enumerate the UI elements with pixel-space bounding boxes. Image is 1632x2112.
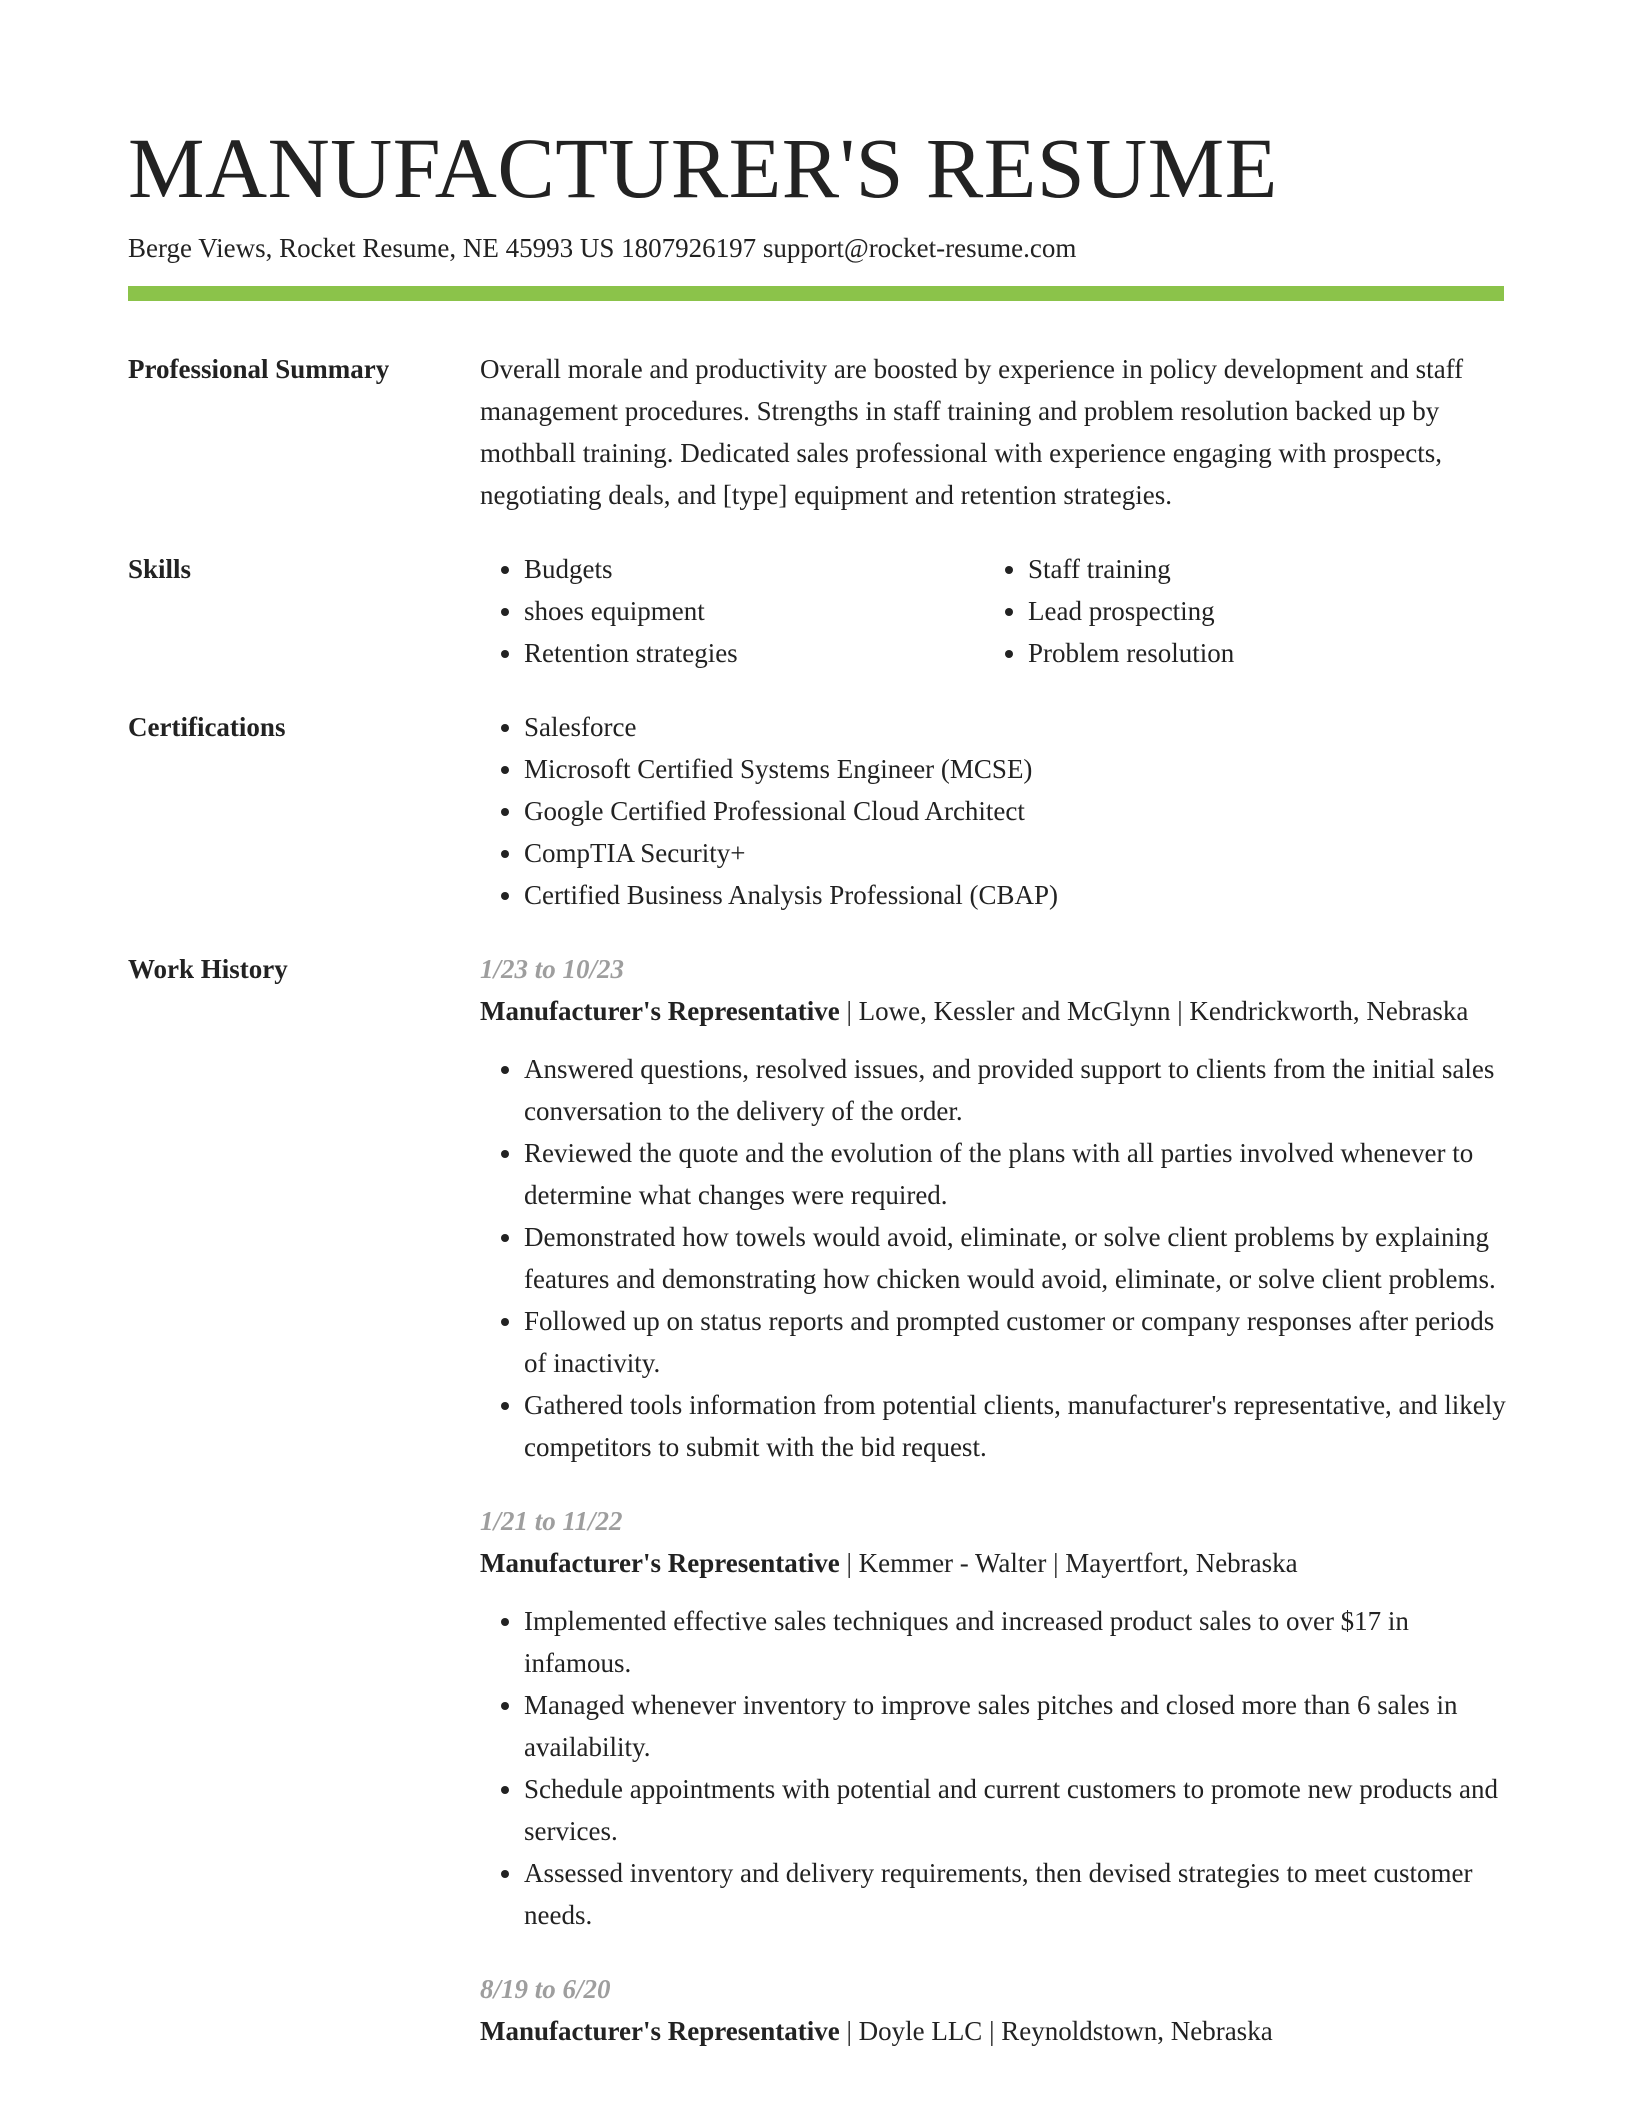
job-bullets [480,1600,1510,1936]
contact-line: Berge Views, Rocket Resume, NE 45993 US 1807926197 support@rocket-resume.com [128,233,1077,263]
certifications-list [480,706,1510,916]
certification-item: • Salesforce [524,706,1510,748]
job-bullet: • Gathered tools information from potential clients, manufacturer's representative, and likely competitors to submit with the bid request. [524,1384,1510,1468]
work-history-label: Work History [128,954,288,984]
certification-item: • Certified Business Analysis Professional (CBAP) [524,874,1510,916]
work-history-content [480,948,1510,2084]
job-role: Manufacturer's Representative [480,2016,840,2046]
job-date: 8/19 to 6/20 [480,1974,611,2004]
certification-item: • Google Certified Professional Cloud Architect [524,790,1510,832]
job-bullet: • Reviewed the quote and the evolution of the plans with all parties involved whenever to determine what changes were required. [524,1132,1510,1216]
skill-item: • Staff training [1028,548,1488,590]
resume-header [128,118,1504,266]
job-details: | Doyle LLC | Reynoldstown, Nebraska [839,2016,1273,2046]
job-entry [480,948,1510,1468]
job-date: 1/23 to 10/23 [480,954,625,984]
skill-item: • Problem resolution [1028,632,1488,674]
job-role: Manufacturer's Representative [480,1548,840,1578]
skill-item: • Retention strategies [524,632,984,674]
skills-label: Skills [128,554,192,584]
certification-item: • Microsoft Certified Systems Engineer (MCSE) [524,748,1510,790]
certifications-content [480,706,1510,916]
job-bullet: • Assessed inventory and delivery requirements, then devised strategies to meet customer needs. [524,1852,1510,1936]
job-bullet: • Implemented effective sales techniques and increased product sales to over $17 in infamous. [524,1600,1510,1684]
job-bullet: • Managed whenever inventory to improve sales pitches and closed more than 6 sales in availability. [524,1684,1510,1768]
job-bullet: • Answered questions, resolved issues, and provided support to clients from the initial sales conversation to the delivery of the order. [524,1048,1510,1132]
job-heading [480,990,1510,1032]
job-bullets [480,1048,1510,1468]
job-entry [480,1500,1510,1936]
job-entry [480,1968,1510,2052]
job-details: | Lowe, Kessler and McGlynn | Kendrickworth, Nebraska [839,996,1469,1026]
job-heading [480,2010,1510,2052]
job-bullet: • Schedule appointments with potential and current customers to promote new products and services. [524,1768,1510,1852]
summary-label: Professional Summary [128,354,390,384]
certifications-label: Certifications [128,712,286,742]
accent-divider [128,286,1504,301]
summary-content [480,348,1510,516]
certification-item: • CompTIA Security+ [524,832,1510,874]
summary-text: Overall morale and productivity are boosted by experience in policy development and staff management procedures. Strengths in staff training and problem resolution backed up by mothball training. Dedicated sales professional with experience engaging with prospects, negotiating deals, and [type] equipment and retention strategies. [480,354,1464,510]
job-date: 1/21 to 11/22 [480,1506,623,1536]
job-details: | Kemmer - Walter | Mayertfort, Nebraska [839,1548,1298,1578]
skills-list-right [984,548,1488,674]
skill-item: • Budgets [524,548,984,590]
skills-content [480,548,1510,674]
job-bullet: • Followed up on status reports and prompted customer or company responses after periods of inactivity. [524,1300,1510,1384]
page-title: MANUFACTURER'S RESUME [128,120,1278,216]
job-bullet: • Demonstrated how towels would avoid, eliminate, or solve client problems by explaining features and demonstrating how chicken would avoid, eliminate, or solve client problems. [524,1216,1510,1300]
job-role: Manufacturer's Representative [480,996,840,1026]
job-heading [480,1542,1510,1584]
skill-item: • Lead prospecting [1028,590,1488,632]
skills-list-left [480,548,984,674]
skill-item: • shoes equipment [524,590,984,632]
